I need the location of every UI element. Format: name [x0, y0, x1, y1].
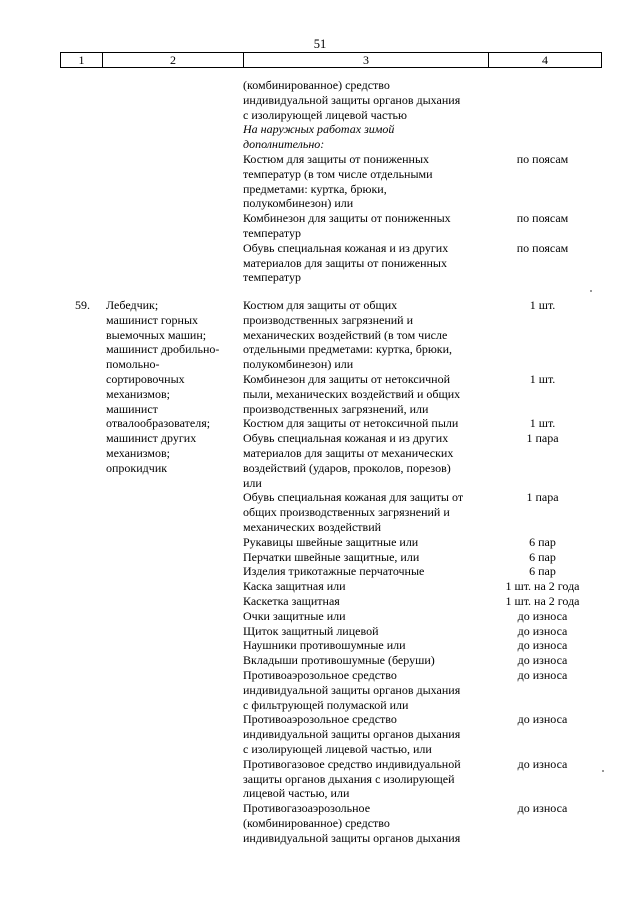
profession-list: [106, 298, 241, 476]
quantity-cell: [490, 742, 595, 757]
header-col-3: 3: [363, 53, 369, 67]
item-line: Вкладыши противошумные (беруши): [243, 653, 435, 668]
quantity-cell: [490, 505, 595, 520]
header-col-2: 2: [170, 53, 176, 67]
item-line: Противогазоаэрозольное: [243, 801, 371, 816]
quantity-cell: 1 шт. на 2 года: [505, 579, 580, 594]
quantity-cell: [490, 122, 595, 137]
item-line: материалов для защиты от механических: [243, 445, 454, 460]
profession-line: машинист других: [106, 431, 197, 446]
item-line: индивидуальной защиты органов дыхания: [243, 727, 461, 742]
scan-speck: [602, 770, 604, 772]
item-line: температур (в том числе отдельными: [243, 166, 433, 181]
header-col-1: 1: [78, 53, 85, 67]
profession-line: машинист дробильно-: [106, 342, 220, 357]
profession-line: опрокидчик: [106, 460, 168, 475]
profession-line: механизмов;: [106, 386, 170, 401]
item-line: Костюм для защиты от пониженных: [243, 151, 430, 166]
quantity-cell: [490, 256, 595, 271]
item-line: температур: [243, 225, 302, 240]
item-line: с фильтрующей полумаской или: [243, 697, 409, 712]
item-line: пыли, механических воздействий и общих: [243, 386, 461, 401]
profession-line: Лебедчик;: [106, 298, 159, 312]
quantity-cell: [490, 93, 595, 108]
item-line: полукомбинезон) или: [243, 196, 354, 211]
quantity-cell: до износа: [517, 667, 568, 682]
quantity-cell: [490, 402, 595, 417]
quantity-cell: до износа: [517, 623, 568, 638]
quantity-cell: 1 пара: [526, 431, 559, 446]
item-line: Рукавицы швейные защитные или: [243, 534, 419, 549]
item-line: материалов для защиты от пониженных: [243, 255, 447, 270]
item-line: или: [243, 475, 262, 490]
continuation-items: [243, 78, 488, 285]
quantity-cell: [490, 698, 595, 713]
profession-line: машинист: [106, 401, 158, 416]
quantity-cell: [490, 196, 595, 211]
quantity-cell: 1 шт.: [529, 371, 556, 386]
quantity-cell: по поясам: [516, 240, 569, 255]
section-note: На наружных работах зимой: [243, 122, 395, 137]
item-line: отдельными предметами: куртка, брюки,: [243, 342, 453, 357]
item-line: производственных загрязнений, или: [243, 401, 429, 416]
item-line: Комбинезон для защиты от нетоксичной: [243, 371, 451, 386]
quantity-cell: [490, 520, 595, 535]
item-line: Перчатки швейные защитные, или: [243, 549, 420, 564]
quantity-cell: [490, 446, 595, 461]
profession-line: сортировочных: [106, 371, 185, 386]
entry59-quantities: [490, 298, 595, 845]
quantity-cell: [490, 108, 595, 123]
quantity-cell: [490, 313, 595, 328]
item-line: Костюм для защиты от общих: [243, 298, 398, 312]
quantity-cell: по поясам: [516, 151, 569, 166]
quantity-cell: по поясам: [516, 211, 569, 226]
item-line: полукомбинезон) или: [243, 357, 354, 372]
quantity-cell: до износа: [517, 608, 568, 623]
quantity-cell: [490, 831, 595, 846]
item-line: (комбинированное) средство: [243, 78, 390, 92]
quantity-cell: 1 шт.: [529, 416, 556, 431]
item-line: температур: [243, 270, 302, 285]
item-line: Костюм для защиты от нетоксичной пыли: [243, 416, 459, 431]
item-line: воздействий (ударов, проколов, порезов): [243, 460, 451, 475]
quantity-cell: [490, 226, 595, 241]
table-header-row: [60, 52, 602, 68]
quantity-cell: [490, 270, 595, 285]
item-line: Наушники противошумные или: [243, 638, 406, 653]
quantity-cell: [490, 328, 595, 343]
item-line: защиты органов дыхания с изолирующей: [243, 771, 455, 786]
quantity-cell: [490, 167, 595, 182]
item-line: индивидуальной защиты органов дыхания: [243, 92, 461, 107]
profession-line: машинист горных: [106, 312, 199, 327]
item-line: с изолирующей лицевой частью: [243, 107, 407, 122]
scan-speck: [590, 290, 592, 292]
item-line: с изолирующей лицевой частью, или: [243, 741, 432, 756]
quantity-cell: [490, 683, 595, 698]
profession-line: выемочных машин;: [106, 327, 207, 342]
item-line: индивидуальной защиты органов дыхания: [243, 830, 461, 845]
profession-line: механизмов;: [106, 445, 170, 460]
section-note: дополнительно:: [243, 137, 325, 152]
item-line: производственных загрязнений и: [243, 312, 414, 327]
quantity-cell: [490, 461, 595, 476]
profession-line: помольно-: [106, 357, 160, 372]
quantity-cell: [490, 772, 595, 787]
quantity-cell: [490, 786, 595, 801]
quantity-cell: до износа: [517, 756, 568, 771]
item-line: Обувь специальная кожаная для защиты от: [243, 490, 464, 505]
quantity-cell: 6 пар: [529, 549, 556, 564]
item-line: Противоаэрозольное средство: [243, 712, 397, 727]
item-line: Каска защитная или: [243, 579, 346, 594]
quantity-cell: до износа: [517, 801, 568, 816]
quantity-cell: [490, 357, 595, 372]
item-line: общих производственных загрязнений и: [243, 505, 450, 520]
item-line: предметами: куртка, брюки,: [243, 181, 387, 196]
item-line: Комбинезон для защиты от пониженных: [243, 211, 451, 226]
item-line: Изделия трикотажные перчаточные: [243, 564, 425, 579]
quantity-cell: [490, 137, 595, 152]
item-line: лицевой частью, или: [243, 786, 350, 801]
item-line: Обувь специальная кожаная и из других: [243, 431, 449, 446]
quantity-cell: [490, 342, 595, 357]
quantity-cell: 6 пар: [529, 534, 556, 549]
quantity-cell: до износа: [517, 712, 568, 727]
quantity-cell: [490, 387, 595, 402]
item-line: Щиток защитный лицевой: [243, 623, 379, 638]
item-line: Обувь специальная кожаная и из других: [243, 240, 449, 255]
entry59-items: [243, 298, 488, 845]
entry-number: 59.: [75, 298, 90, 312]
header-col-4: 4: [542, 53, 548, 67]
profession-line: отвалообразователя;: [106, 416, 211, 431]
item-line: механических воздействий: [243, 519, 382, 534]
quantity-cell: [490, 182, 595, 197]
quantity-cell: [490, 727, 595, 742]
page-number: 51: [313, 37, 327, 51]
quantity-cell: 1 шт.: [529, 298, 556, 312]
quantity-cell: [490, 78, 595, 93]
item-line: индивидуальной защиты органов дыхания: [243, 682, 461, 697]
item-line: механических воздействий (в том числе: [243, 327, 448, 342]
quantity-cell: 1 шт. на 2 года: [505, 593, 580, 608]
item-line: Каскетка защитная: [243, 593, 340, 608]
item-line: Противогазовое средство индивидуальной: [243, 756, 461, 771]
item-line: Очки защитные или: [243, 608, 346, 623]
quantity-cell: 6 пар: [529, 564, 556, 579]
item-line: (комбинированное) средство: [243, 815, 390, 830]
continuation-quantities: [490, 78, 595, 285]
quantity-cell: [490, 476, 595, 491]
quantity-cell: [490, 816, 595, 831]
quantity-cell: до износа: [517, 638, 568, 653]
item-line: Противоаэрозольное средство: [243, 667, 397, 682]
quantity-cell: 1 пара: [526, 490, 559, 505]
quantity-cell: до износа: [517, 653, 568, 668]
